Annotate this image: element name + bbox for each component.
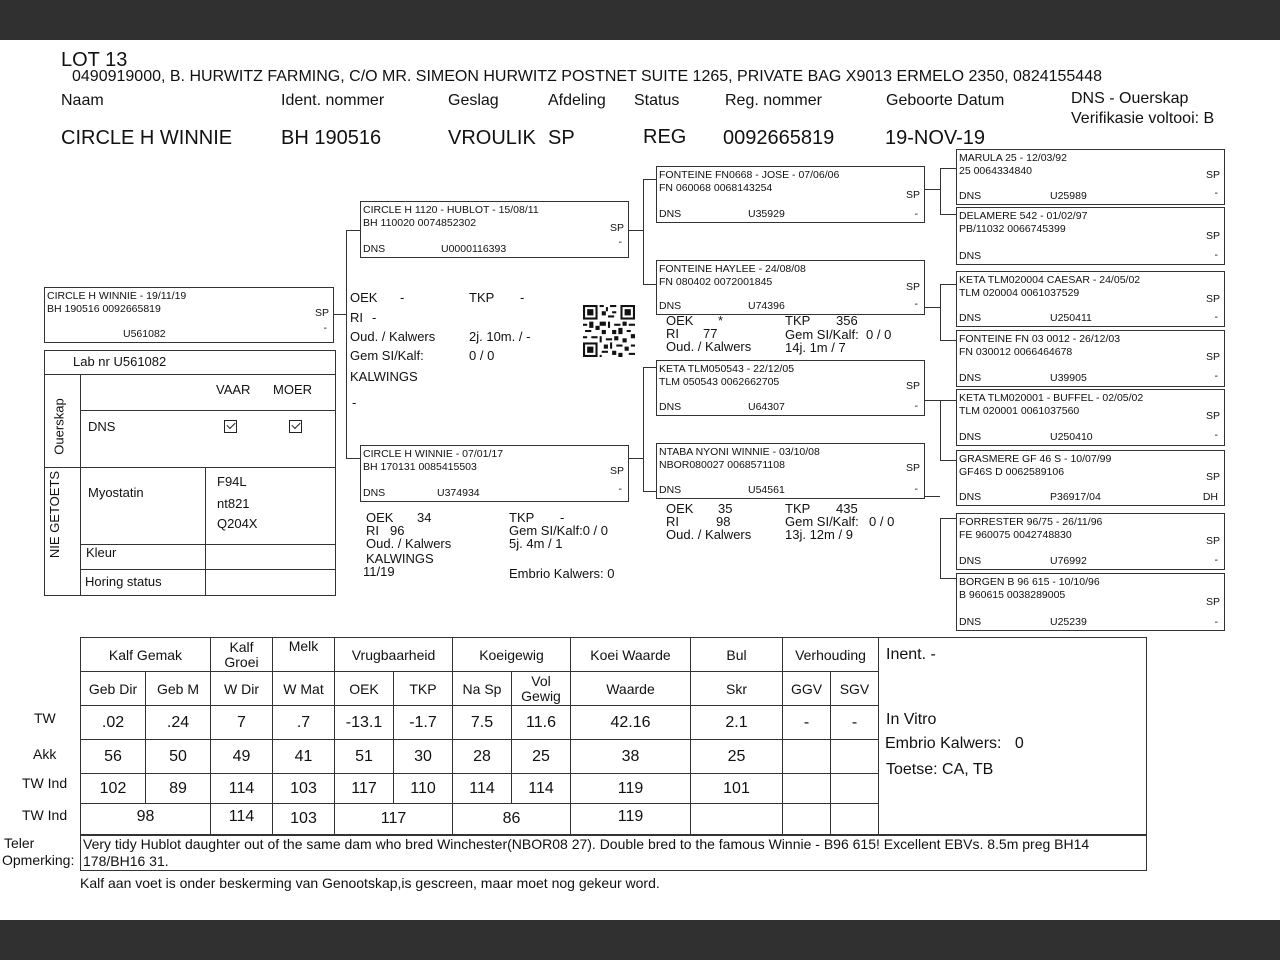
gp-code: U35929 [748,208,785,220]
great-grandparent-box [956,389,1225,446]
cell: 119 [571,774,691,804]
subject-id: BH 190516 0092665819 [47,303,161,315]
row-label-akk: Akk [33,746,57,762]
cell: 114 [453,774,512,804]
connector [346,458,360,459]
cell: 25 [691,740,783,774]
ebv-side-panel [879,638,1147,836]
haylee-ri: 77 [703,326,718,341]
ntaba-tkp: 435 [836,501,858,516]
footer-note: Kalf aan voet is onder beskerming van Genootskap,is gescreen, maar moet nog gekeur word. [80,875,660,891]
sire-oek: - [400,290,405,305]
cell [831,774,879,804]
cell: - [783,706,831,740]
group-header: Kalf Gemak [81,638,211,672]
subheader: Geb M [146,672,211,706]
connector [925,496,940,497]
cell: -1.7 [394,706,453,740]
ggp-dns: DNS [959,616,982,628]
ggp-breed: SP [1205,410,1220,422]
vaar-checkbox[interactable] [224,420,237,433]
connector [334,314,346,315]
connector [940,284,956,285]
cell: 7.5 [453,706,512,740]
myo-value-2: nt821 [217,496,250,511]
connector [940,214,956,215]
group-header: Bul [691,638,783,672]
myostatin-label: Myostatin [88,485,144,500]
sire-tkp: - [520,290,525,305]
subheader: Skr [691,672,783,706]
dam-breed: SP [609,465,624,477]
connector [940,168,941,214]
value-status: REG [643,126,687,148]
cell: 51 [335,740,394,774]
subheader: Geb Dir [81,672,146,706]
label-ident: Ident. nommer [281,92,385,109]
ggp-breed: SP [1205,596,1220,608]
divider [45,467,335,468]
ntaba-oud: 13j. 12m / 9 [785,527,853,542]
ggp-name: KETA TLM020001 - BUFFEL - 02/05/02 [959,392,1144,404]
label-dns-ouerskap: DNS - Ouerskap [1071,90,1189,107]
ggp-id: GF46S D 0062589106 [959,466,1065,478]
haylee-oek: * [718,313,724,328]
label-geslag: Geslag [448,92,499,109]
group-header: Koeigewig [453,638,571,672]
bottom-bar [0,920,1280,960]
myo-value-1: F94L [217,474,247,489]
sire-dash: - [618,236,622,248]
gp-dns: DNS [659,208,682,220]
granddam-maternal-box [656,443,925,499]
ggp-name: FORRESTER 96/75 - 26/11/96 [959,516,1103,528]
cell: -13.1 [335,706,394,740]
cell: 117 [335,804,453,836]
haylee-tkp-label: TKP [785,313,811,328]
cell: 7 [211,706,273,740]
ggp-breed: SP [1205,471,1220,483]
connector [925,400,940,401]
ggp-dash: - [1214,554,1218,566]
gp-breed: SP [905,281,920,293]
ggp-dash: DH [1202,491,1218,503]
cell: 103 [273,774,335,804]
value-geslag: VROULIK [448,127,536,149]
haylee-gem: 0 / 0 [866,327,892,342]
ggp-dash: - [1214,370,1218,382]
subheader: Waarde [571,672,691,706]
value-reg: 0092665819 [723,127,835,149]
ggp-code: P36917/04 [1050,491,1101,503]
cell: 28 [453,740,512,774]
row-label-tw: TW [34,710,56,726]
dam-dash: - [618,483,622,495]
connector [940,578,956,579]
ebv-table [80,637,1147,836]
connector [940,518,941,578]
connector [346,230,347,458]
ggp-name: DELAMERE 542 - 01/02/97 [959,210,1088,222]
cell: - [831,706,879,740]
ggp-dash: - [1214,616,1218,628]
value-geboorte: 19-NOV-19 [885,127,986,149]
gp-code: U64307 [748,401,785,413]
subheader: Na Sp [453,672,512,706]
great-grandparent-box [956,207,1225,265]
dam-gem: Gem SI/Kalf:0 / 0 [509,523,608,538]
ntaba-ri-label: RI [666,514,679,529]
connector [643,179,656,180]
gp-breed: SP [905,380,920,392]
cell: .7 [273,706,335,740]
divider [80,569,335,570]
haylee-ri-label: RI [666,326,679,341]
great-grandparent-box [956,573,1225,631]
cell: 38 [571,740,691,774]
ggp-name: KETA TLM020004 CAESAR - 24/05/02 [959,274,1141,286]
dam-ri-label: RI [366,523,379,538]
ggp-id: FE 960075 0042748830 [959,529,1072,541]
cell: 49 [211,740,273,774]
row-label-tw-ind-2: TW Ind [22,807,68,823]
sire-box [360,201,629,258]
connector [940,340,956,341]
cell: 50 [146,740,211,774]
cell: .02 [81,706,146,740]
ggp-id: B 960615 0038289005 [959,589,1066,601]
cell: 110 [394,774,453,804]
ggp-breed: SP [1205,351,1220,363]
subheader: W Mat [273,672,335,706]
ntaba-tkp-label: TKP [785,501,811,516]
connector [643,179,644,284]
sire-dns: DNS [363,243,386,255]
row-label-tw-ind: TW Ind [22,775,68,791]
grandsire-paternal-box [656,166,925,223]
divider [45,374,335,375]
group-header: Melk [273,638,335,672]
subject-box [44,287,334,343]
teler-label: Teler [4,835,35,851]
kleur-label: Kleur [86,545,117,560]
divider [205,467,206,596]
nie-getoets-vertical-label: NIE GETOETS [47,470,63,559]
sire-ri-label: RI [350,310,363,325]
lab-number: Lab nr U561082 [73,354,167,369]
ggp-name: GRASMERE GF 46 S - 10/07/99 [959,453,1112,465]
subheader: TKP [394,672,453,706]
gp-dash: - [914,298,918,310]
horing-label: Horing status [85,574,162,589]
haylee-oud-label: Oud. / Kalwers [666,339,752,354]
cell [783,804,831,836]
cell: 101 [691,774,783,804]
ggp-dash: - [1214,429,1218,441]
ggp-dns: DNS [959,555,982,567]
ntaba-oud-label: Oud. / Kalwers [666,527,752,542]
subheader: SGV [831,672,879,706]
qr-code-icon [582,305,636,357]
gp-breed: SP [905,462,920,474]
cell: 117 [335,774,394,804]
gp-dns: DNS [659,484,682,496]
ggp-code: U25989 [1050,190,1087,202]
subject-code: U561082 [123,328,166,340]
connector [643,284,656,285]
lot-number: LOT 13 [61,49,128,71]
toetse-text: Toetse: CA, TB [886,761,994,778]
opmerking-label: Opmerking: [2,852,75,868]
cell: 102 [81,774,146,804]
dam-dns: DNS [363,487,386,499]
haylee-oek-label: OEK [666,313,694,328]
remarks-box: Very tidy Hublot daughter out of the same dam who bred Winchester(NBOR08 27). Double bred to the famous Winnie - B96 615! Excellent EBVs. 8.5m preg BH14 178/BH16 31. [80,834,1147,871]
subject-breed: SP [314,307,329,319]
cell: 25 [512,740,571,774]
cell [831,740,879,774]
in-vitro-text: In Vitro [886,711,937,728]
great-grandparent-box [956,149,1225,205]
ntaba-gem-label: Gem SI/Kalf: [785,514,859,529]
label-naam: Naam [61,92,104,109]
ggp-breed: SP [1205,169,1220,181]
ggp-dns: DNS [959,190,982,202]
owner-line: 0490919000, B. HURWITZ FARMING, C/O MR. SIMEON HURWITZ POSTNET SUITE 1265, PRIVATE BAG X9013 ERMELO 2350, 0824155448 [72,68,1102,85]
ggp-code: U250410 [1050,431,1093,443]
ggp-dns: DNS [959,312,982,324]
connector [346,230,360,231]
subject-name: CIRCLE H WINNIE - 19/11/19 [47,290,187,302]
cell: 114 [211,774,273,804]
connector [629,458,643,459]
subheader: W Dir [211,672,273,706]
group-header: Koei Waarde [571,638,691,672]
cell [831,804,879,836]
connector [940,400,941,460]
ntaba-gem: 0 / 0 [869,514,895,529]
granddam-paternal-box [656,260,925,315]
gp-id: TLM 050543 0062662705 [659,376,780,388]
great-grandparent-box [956,271,1225,327]
divider [80,374,81,596]
gp-name: FONTEINE FN0668 - JOSE - 07/06/06 [659,169,840,181]
gp-id: FN 080402 0072001845 [659,276,773,288]
divider [80,544,335,545]
dam-oud-label: Oud. / Kalwers [366,536,452,551]
ggp-dash: - [1214,249,1218,261]
great-grandparent-box [956,330,1225,387]
dam-tkp: - [560,510,565,525]
connector [925,189,940,190]
dam-id: BH 170131 0085415503 [363,461,477,473]
dam-kalwings: 11/19 [363,564,395,579]
label-geboorte: Geboorte Datum [886,92,1005,109]
cell: 41 [273,740,335,774]
ntaba-oek: 35 [718,501,733,516]
dns-row-label: DNS [88,419,116,434]
dam-ri: 96 [390,523,405,538]
sire-id: BH 110020 0074852302 [363,217,477,229]
dam-oek-label: OEK [366,510,394,525]
ouerskap-vertical-label: Ouerskap [51,398,67,455]
great-grandparent-box [956,450,1225,506]
ggp-id: TLM 020004 0061037529 [959,287,1080,299]
label-verifikasie: Verifikasie voltooi: B [1071,110,1215,127]
gp-name: KETA TLM050543 - 22/12/05 [659,363,795,375]
connector [940,460,956,461]
value-naam: CIRCLE H WINNIE [61,127,233,149]
gp-id: NBOR080027 0068571108 [659,459,785,471]
ggp-breed: SP [1205,230,1220,242]
ggp-dash: - [1214,187,1218,199]
dam-name: CIRCLE H WINNIE - 07/01/17 [363,448,504,460]
dam-box [360,445,629,502]
great-grandparent-box [956,513,1225,570]
sire-kalwings-label: KALWINGS [350,369,418,384]
label-reg: Reg. nommer [725,92,822,109]
gp-dash: - [914,208,918,220]
value-ident: BH 190516 [281,127,382,149]
cell: 30 [394,740,453,774]
ggp-code: U76992 [1050,555,1087,567]
ggp-breed: SP [1205,535,1220,547]
cell: 114 [512,774,571,804]
sire-kalwings: - [352,395,357,410]
ntaba-oek-label: OEK [666,501,694,516]
connector [643,367,656,368]
subheader: Vol Gewig [512,672,571,706]
gp-breed: SP [905,189,920,201]
cell: 11.6 [512,706,571,740]
value-afdeling: SP [548,127,575,149]
sire-breed: SP [609,222,624,234]
ggp-id: 25 0064334840 [959,165,1032,177]
divider [80,410,335,411]
cell: 42.16 [571,706,691,740]
ggp-id: PB/11032 0066745399 [959,223,1066,235]
ggp-name: FONTEINE FN 03 0012 - 26/12/03 [959,333,1121,345]
haylee-gem-label: Gem SI/Kalf: [785,327,859,342]
gp-dns: DNS [659,401,682,413]
connector [925,307,940,308]
subheader: GGV [783,672,831,706]
connector [940,400,956,401]
gp-dash: - [914,400,918,412]
group-header: Vrugbaarheid [335,638,453,672]
sire-oek-label: OEK [350,290,378,305]
ggp-dns: DNS [959,372,982,384]
sire-tkp-label: TKP [469,290,495,305]
cell [691,804,783,836]
connector [940,518,956,519]
ggp-code: U250411 [1050,312,1092,324]
cell: 56 [81,740,146,774]
label-status: Status [634,92,680,109]
ggp-dns: DNS [959,250,982,262]
ntaba-ri: 98 [716,514,731,529]
ggp-code: U25239 [1050,616,1087,628]
ggp-id: FN 030012 0066464678 [959,346,1073,358]
ggp-code: U39905 [1050,372,1087,384]
connector [629,230,643,231]
gp-name: NTABA NYONI WINNIE - 03/10/08 [659,446,820,458]
gp-name: FONTEINE HAYLEE - 24/08/08 [659,263,806,275]
connector [940,168,956,169]
vaar-header: VAAR [216,382,251,397]
sire-ri: - [372,310,377,325]
sire-oud-label: Oud. / Kalwers [350,329,436,344]
ggp-breed: SP [1205,293,1220,305]
gp-id: FN 060068 0068143254 [659,182,773,194]
sire-gem: 0 / 0 [469,348,495,363]
grandsire-maternal-box [656,360,925,416]
haylee-tkp: 356 [836,313,858,328]
label-afdeling: Afdeling [548,92,606,109]
haylee-oud: 14j. 1m / 7 [785,340,846,355]
ggp-id: TLM 020001 0061037560 [959,405,1080,417]
cell: 98 [81,804,211,836]
connector [940,284,941,340]
myo-value-3: Q204X [217,516,258,531]
ggp-dash: - [1214,311,1218,323]
cell: 2.1 [691,706,783,740]
connector [643,367,644,491]
dam-code: U374934 [437,487,480,499]
dam-tkp-label: TKP [509,510,535,525]
dam-oek: 34 [417,510,432,525]
cell: 114 [211,804,273,836]
sire-code: U0000116393 [441,243,507,255]
cell [783,740,831,774]
moer-checkbox[interactable] [289,420,302,433]
subheader: OEK [335,672,394,706]
group-header: Verhouding [783,638,879,672]
cell [783,774,831,804]
sire-name: CIRCLE H 1120 - HUBLOT - 15/08/11 [363,204,539,216]
cell: 86 [453,804,571,836]
dam-kalwings-label: KALWINGS [366,551,434,566]
gp-code: U74396 [748,300,785,312]
cell: 89 [146,774,211,804]
moer-header: MOER [273,382,312,397]
dna-test-panel [44,350,336,596]
inent-text: Inent. - [886,646,936,663]
cell: 103 [273,804,335,836]
ggp-name: BORGEN B 96 615 - 10/10/96 [959,576,1100,588]
dam-embrio: Embrio Kalwers: 0 [509,566,615,581]
gp-code: U54561 [748,484,785,496]
ggp-dns: DNS [959,431,982,443]
cell: .24 [146,706,211,740]
cell: 119 [571,804,691,836]
embrio-text: Embrio Kalwers: 0 [885,735,1024,752]
subject-dash: - [323,322,327,334]
ggp-dns: DNS [959,491,982,503]
gp-dash: - [914,483,918,495]
sire-gem-label: Gem SI/Kalf: [350,348,424,363]
ggp-name: MARULA 25 - 12/03/92 [959,152,1067,164]
connector [643,491,656,492]
group-header: Kalf Groei [211,638,273,672]
dam-oud: 5j. 4m / 1 [509,536,563,551]
top-bar [0,0,1280,40]
gp-dns: DNS [659,300,682,312]
sire-oud: 2j. 10m. / - [469,329,531,344]
